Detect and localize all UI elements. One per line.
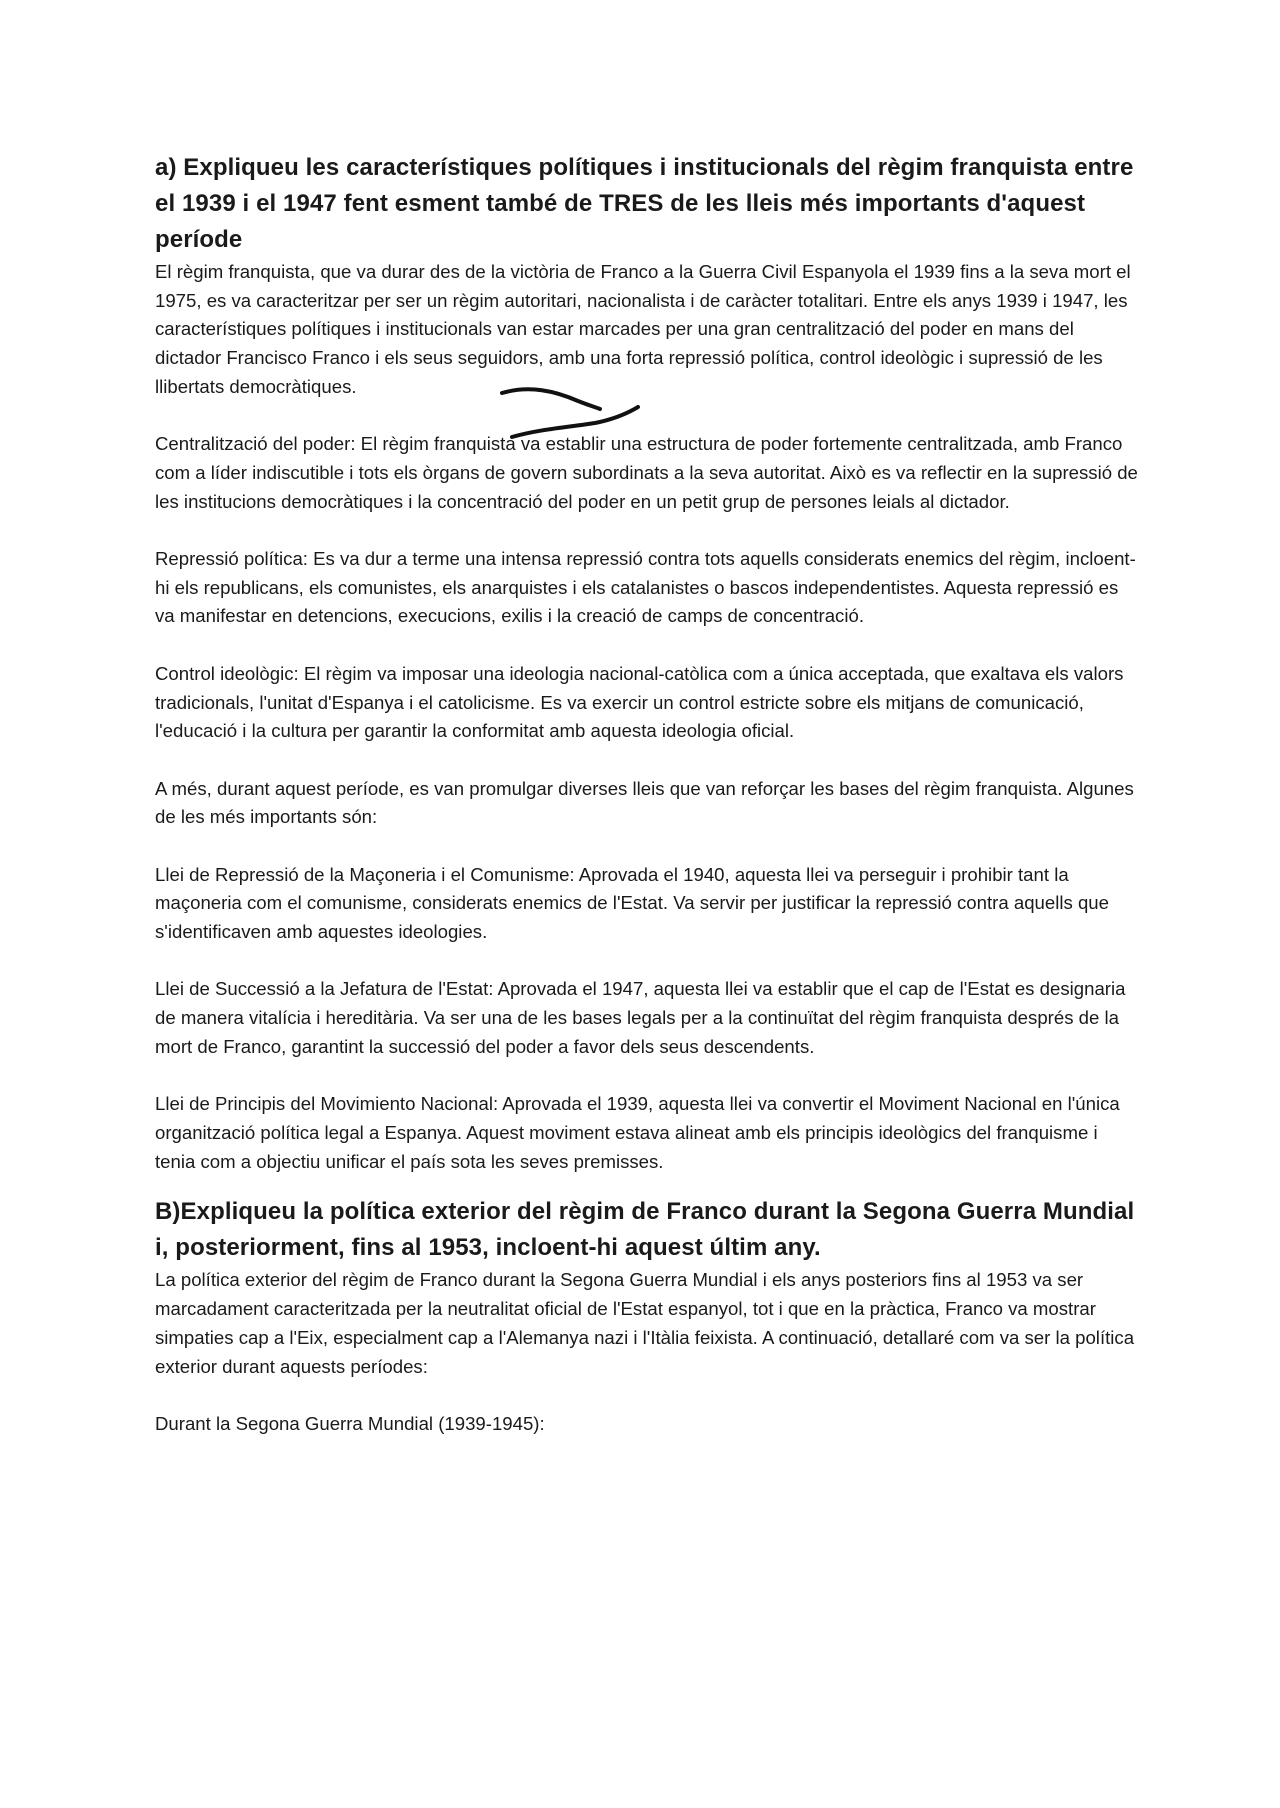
paragraph-repressio: Repressió política: Es va dur a terme una intensa repressió contra tots aquells considerats enemics del règim, incloent-hi els republicans, els comunistes, els anarquistes i els catalanistes o bascos independentistes. Aquesta repressió es va manifestar en detencions, execucions, exilis i la creació de camps de concentració. xyxy=(155,548,1136,627)
scribble-lower-stroke xyxy=(512,407,638,437)
section-a-intro: El règim franquista, que va durar des de la victòria de Franco a la Guerra Civil Espanyola el 1939 fins a la seva mort el 1975, es va caracteritzar per ser un règim autoritari, nacionalista i de caràcter totalitari. Entre els anys 1939 i 1947, les característiques polítiques i institucionals van estar marcades per una gran centralització del poder en mans del dictador Francisco Franco i els seus seguidors, amb una forta repressió política, control ideològic i supressió de les llibertats democràtiques. xyxy=(155,261,1131,397)
section-b-subtitle: Durant la Segona Guerra Mundial (1939-1945): xyxy=(155,1412,545,1434)
section-b-intro: La política exterior del règim de Franco durant la Segona Guerra Mundial i els anys posteriors fins al 1953 va ser marcadament caracteritzada per la neutralitat oficial de l'Estat espanyol, tot i que en la pràctica, Franco va mostrar simpaties cap a l'Eix, especialment cap a l'Alemanya nazi i l'Itàlia feixista. A continuació, detallaré com va ser la política exterior durant aquests períodes: xyxy=(155,1269,1135,1377)
paragraph-llei-principis: Llei de Principis del Movimiento Nacional: Aprovada el 1939, aquesta llei va convertir el Moviment Nacional en l'única organització política legal a Espanya. Aquest moviment estava alineat amb els principis ideològics del franquisme i tenia com a objectiu unificar el país sota les seves premisses. xyxy=(155,1093,1120,1172)
section-b-heading: B)Expliqueu la política exterior del règim de Franco durant la Segona Guerra Mundial i, posteriorment, fins al 1953, incloent-hi aquest últim any. xyxy=(155,1198,1135,1262)
paragraph-centralitzacio: Centralització del poder: El règim franquista va establir una estructura de poder fortemente centralitzada, amb Franco com a líder indiscutible i tots els òrgans de govern subordinats a la seva autoritat. Això es va reflectir en la supressió de les institucions democràtiques i la concentració del poder en un petit grup de persones leials al dictador. xyxy=(155,433,1138,512)
paragraph-llei-successio: Llei de Successió a la Jefatura de l'Estat: Aprovada el 1947, aquesta llei va establir que el cap de l'Estat es designaria de manera vitalícia i hereditària. Va ser una de les bases legals per a la continuïtat del règim franquista després de la mort de Franco, garantint la successió del poder a favor dels seus descendents. xyxy=(155,978,1126,1057)
paragraph-control-ideologic: Control ideològic: El règim va imposar una ideologia nacional-catòlica com a única acceptada, que exaltava els valors tradicionals, l'unitat d'Espanya i el catolicisme. Es va exercir un control estricte sobre els mitjans de comunicació, l'educació i la cultura per garantir la conformitat amb aquesta ideologia oficial. xyxy=(155,662,1124,742)
paragraph-lleis-intro: A més, durant aquest període, es van promulgar diverses lleis que van reforçar les bases del règim franquista. Algunes de les més importants són: xyxy=(155,777,1134,828)
paragraph-llei-maconeria: Llei de Repressió de la Maçoneria i el Comunisme: Aprovada el 1940, aquesta llei va perseguir i prohibir tant la maçoneria com el comunisme, considerats enemics de l'Estat. Va servir per justificar la repressió contra aquells que s'identificaven amb aquestes ideologies. xyxy=(155,863,1109,943)
document-page xyxy=(155,150,1140,1439)
scribble-upper-stroke xyxy=(502,389,600,409)
pen-scribble-annotation xyxy=(500,385,650,445)
section-a-heading: a) Expliqueu les característiques polítiques i institucionals del règim franquista entre el 1939 i el 1947 fent esment també de TRES de les lleis més importants d'aquest període xyxy=(155,154,1134,253)
